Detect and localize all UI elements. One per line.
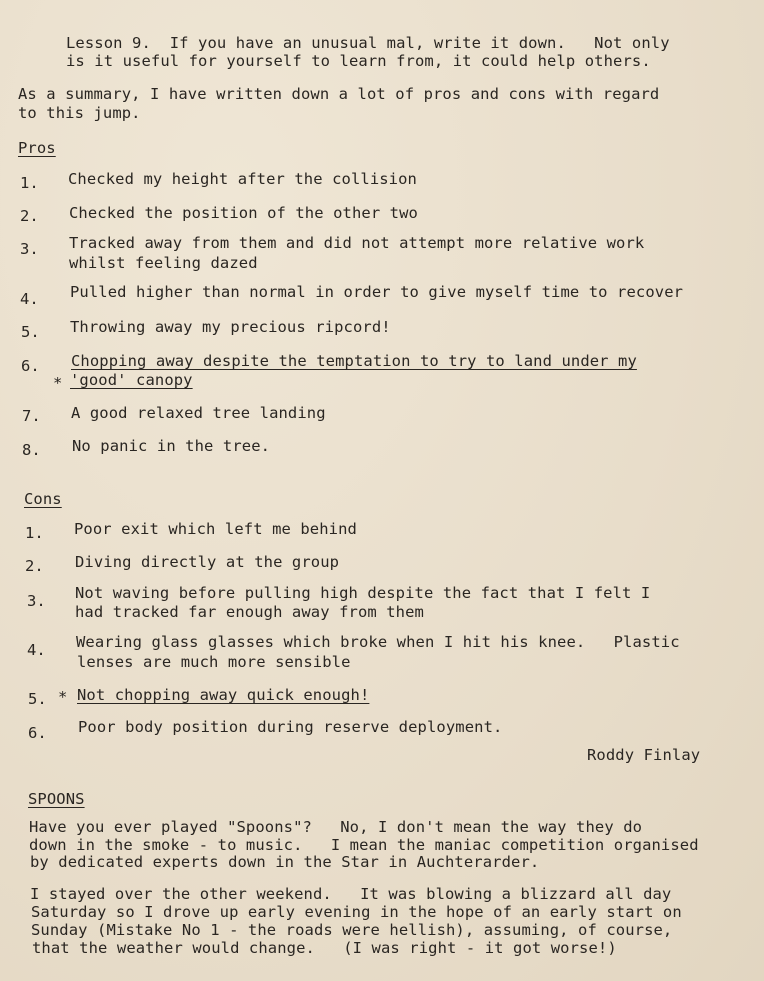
spoons-para2-line-4: that the weather would change. (I was right - it got worse!) — [32, 939, 617, 957]
cons-item-3-text-2: had tracked far enough away from them — [75, 603, 424, 621]
pros-item-4-text: Pulled higher than normal in order to give myself time to recover — [70, 283, 684, 301]
spoons-para2-line-3: Sunday (Mistake No 1 - the roads were hellish), assuming, of course, — [31, 921, 673, 939]
summary-line-2: to this jump. — [18, 104, 141, 122]
pros-item-3-num: 3. — [20, 240, 39, 258]
pros-item-2-text: Checked the position of the other two — [69, 204, 418, 222]
cons-item-4-text-1: Wearing glass glasses which broke when I hit his knee. Plastic — [76, 633, 680, 651]
lesson-line-2: is it useful for yourself to learn from, it could help others. — [66, 52, 651, 70]
cons-item-2-num: 2. — [25, 557, 44, 575]
cons-item-6-text: Poor body position during reserve deployment. — [78, 718, 503, 736]
pros-item-5-num: 5. — [21, 323, 40, 341]
pros-item-7-num: 7. — [22, 407, 41, 425]
spoons-para1-line-1: Have you ever played "Spoons"? No, I don't mean the way they do — [29, 818, 643, 836]
spoons-para1-line-2: down in the smoke - to music. I mean the maniac competition organised — [29, 836, 699, 854]
pros-item-1-num: 1. — [20, 174, 39, 192]
cons-item-1-num: 1. — [25, 524, 44, 542]
cons-item-1-text: Poor exit which left me behind — [74, 520, 357, 538]
pros-item-3-text-1: Tracked away from them and did not attempt more relative work — [69, 234, 645, 252]
cons-item-3-num: 3. — [27, 592, 46, 610]
cons-item-6-num: 6. — [28, 724, 47, 742]
cons-item-3-text-1: Not waving before pulling high despite the fact that I felt I — [75, 584, 651, 602]
cons-item-2-text: Diving directly at the group — [75, 553, 340, 571]
pros-item-2-num: 2. — [20, 207, 39, 225]
pros-item-3-text-2: whilst feeling dazed — [69, 254, 258, 272]
cons-item-4-num: 4. — [27, 641, 46, 659]
spoons-heading: SPOONS — [28, 790, 85, 808]
pros-item-4-num: 4. — [20, 290, 39, 308]
summary-line-1: As a summary, I have written down a lot of pros and cons with regard — [18, 85, 660, 103]
cons-item-5-num: 5. — [28, 690, 47, 708]
spoons-para1-line-3: by dedicated experts down in the Star in Auchterarder. — [30, 853, 540, 871]
cons-item-5-text: Not chopping away quick enough! — [77, 686, 370, 704]
pros-item-6-text-2: 'good' canopy — [70, 371, 193, 389]
pros-item-1-text: Checked my height after the collision — [68, 170, 417, 188]
pros-item-6-text-1: Chopping away despite the temptation to try to land under my — [71, 352, 637, 370]
cons-heading: Cons — [24, 490, 62, 508]
cons-item-4-text-2: lenses are much more sensible — [77, 653, 351, 671]
pros-item-8-text: No panic in the tree. — [72, 437, 271, 455]
lesson-line-1: Lesson 9. If you have an unusual mal, write it down. Not only — [66, 34, 670, 52]
spoons-para2-line-2: Saturday so I drove up early evening in the hope of an early start on — [31, 903, 682, 921]
pros-item-5-text: Throwing away my precious ripcord! — [70, 318, 391, 336]
author-signature: Roddy Finlay — [587, 746, 701, 764]
pros-item-6-star: * — [53, 374, 63, 392]
spoons-para2-line-1: I stayed over the other weekend. It was blowing a blizzard all day — [30, 885, 672, 903]
cons-item-5-star: * — [58, 688, 68, 706]
pros-item-7-text: A good relaxed tree landing — [71, 404, 326, 422]
pros-item-6-num: 6. — [21, 357, 40, 375]
pros-heading: Pros — [18, 139, 56, 157]
pros-item-8-num: 8. — [22, 441, 41, 459]
